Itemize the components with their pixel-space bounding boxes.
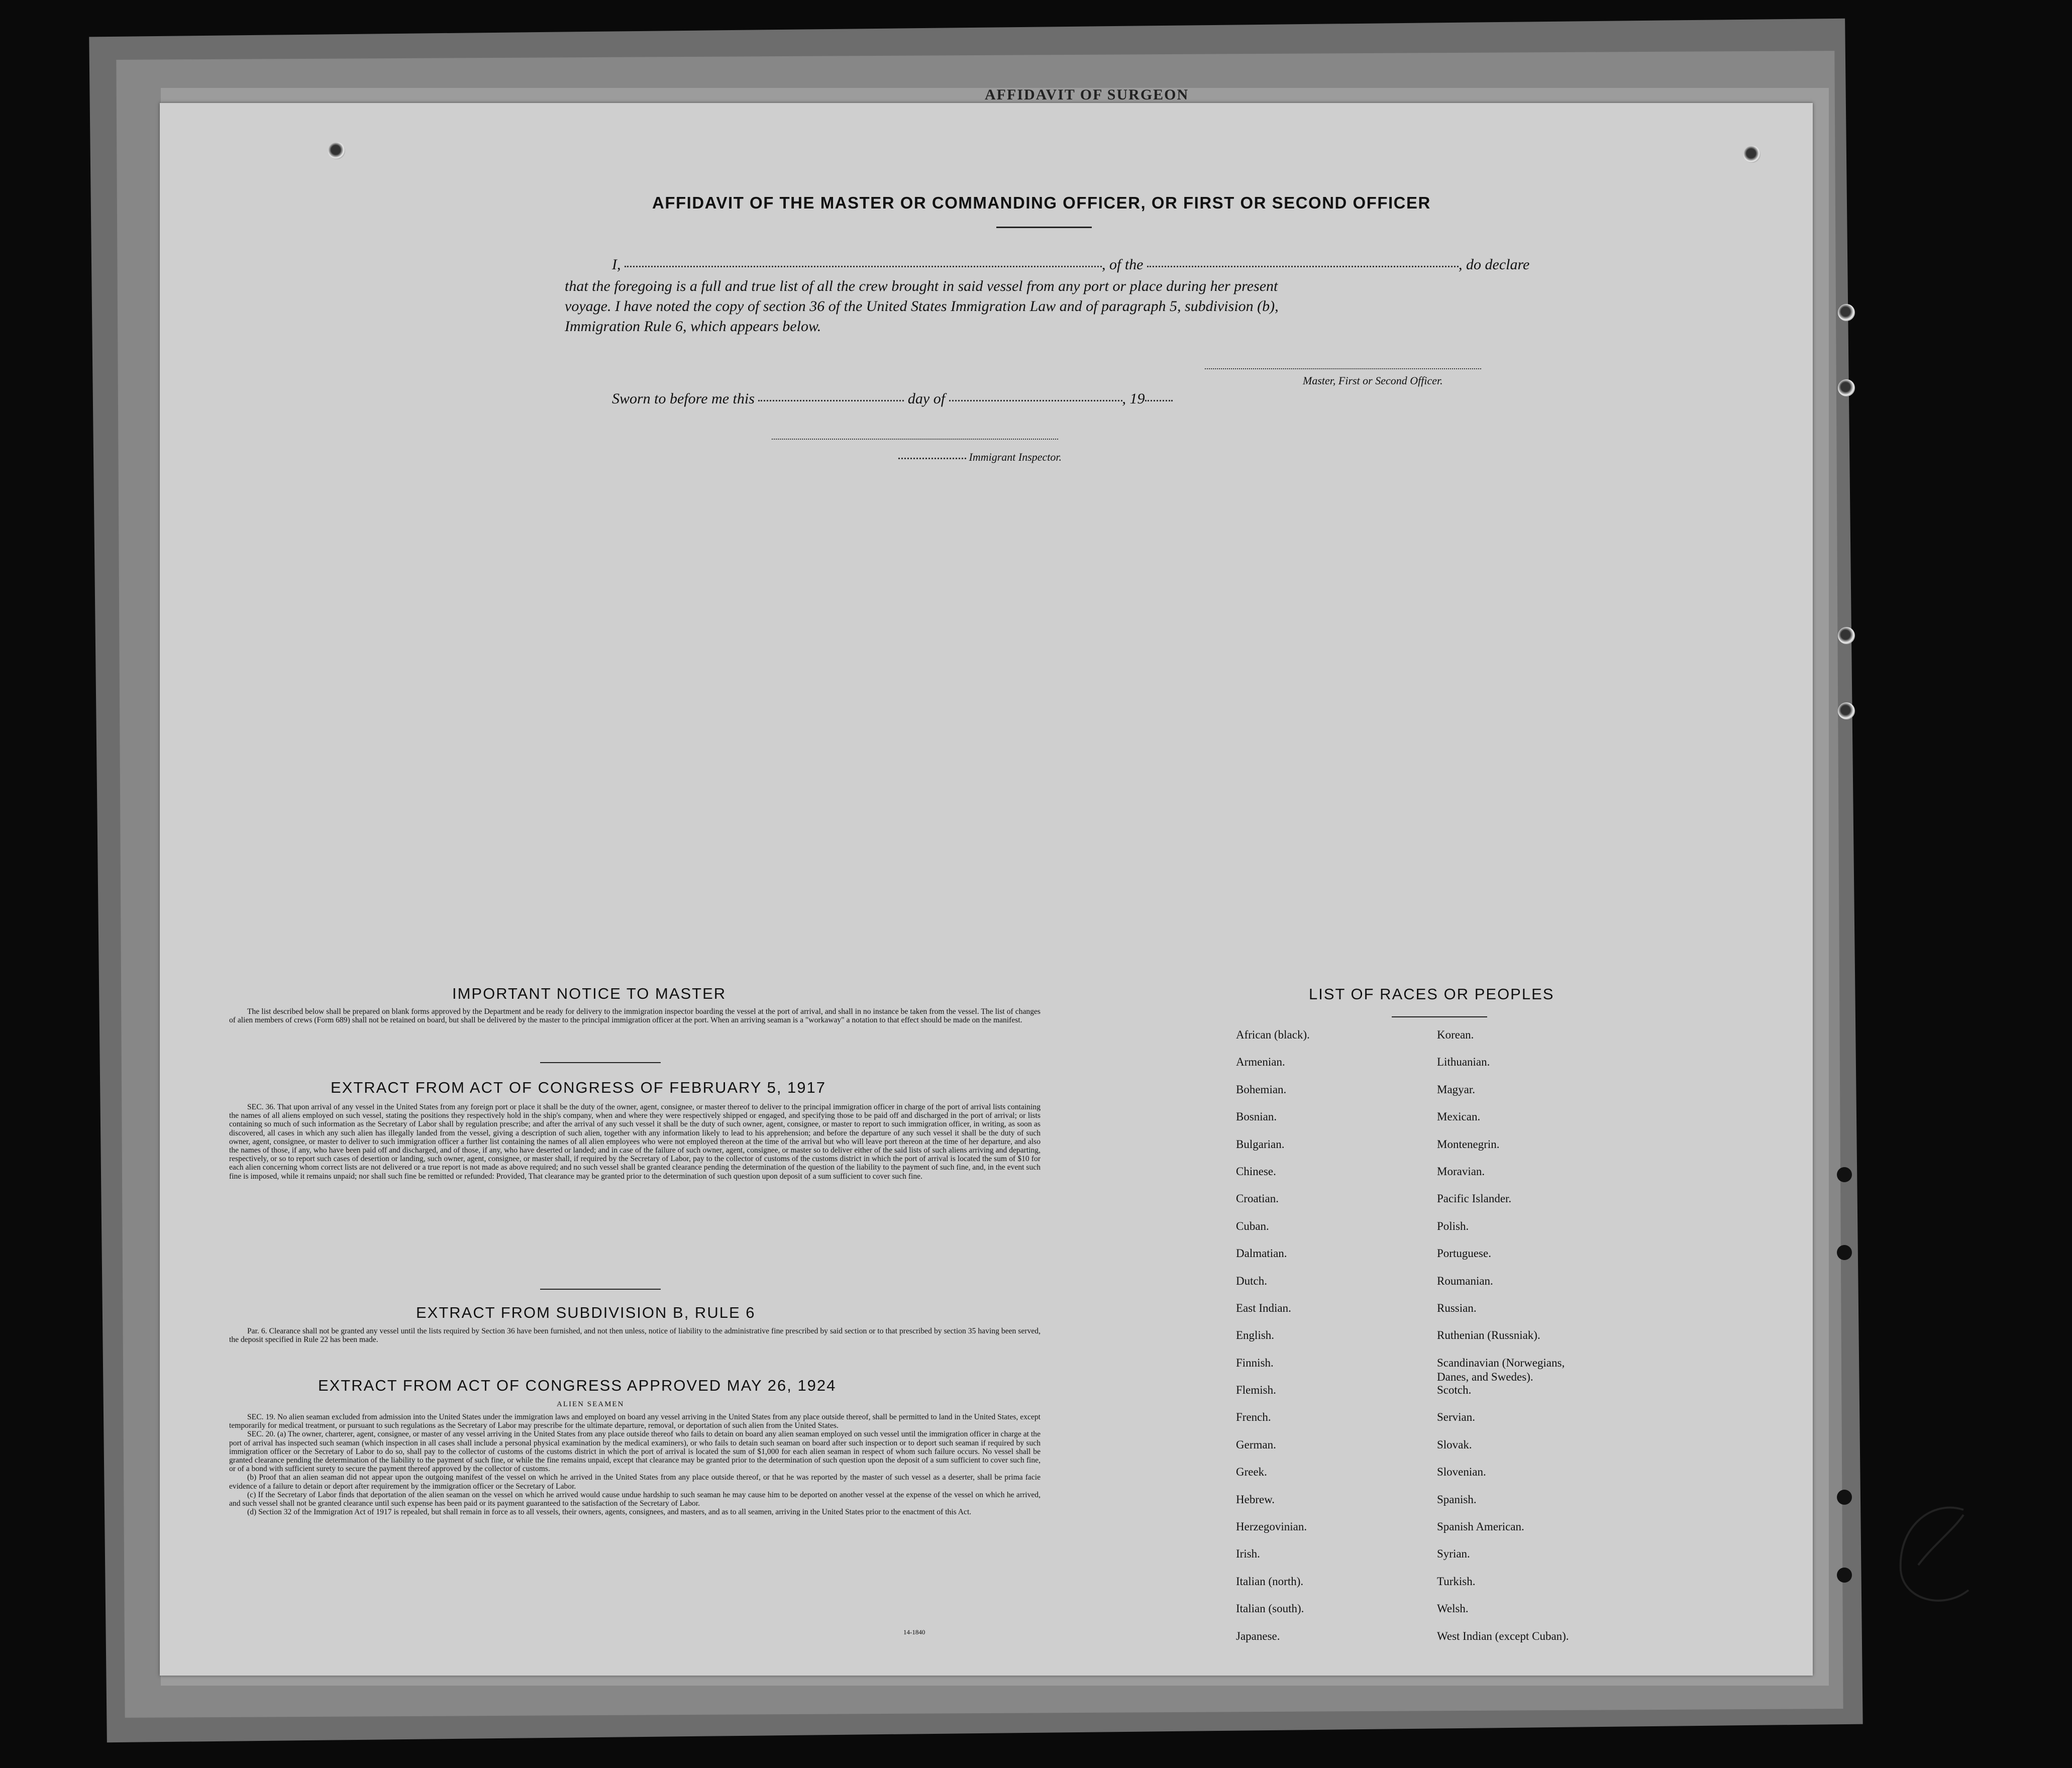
race-item: Scandinavian (Norwegians, Danes, and Swedes). xyxy=(1437,1356,1565,1383)
race-item: Italian (south). xyxy=(1236,1602,1304,1615)
day-of-label: day of xyxy=(907,390,946,407)
extract-1924-title: EXTRACT FROM ACT OF CONGRESS APPROVED MAY 26, 1924 xyxy=(318,1377,837,1394)
divider xyxy=(996,227,1092,228)
year-blank[interactable] xyxy=(1145,399,1173,401)
declaration-end: , do declare xyxy=(1459,256,1530,273)
form-page xyxy=(160,103,1813,1676)
race-item: Finnish. xyxy=(1236,1356,1274,1369)
race-item: Chinese. xyxy=(1236,1165,1276,1178)
race-item: Polish. xyxy=(1437,1219,1469,1232)
extract-1917-body xyxy=(229,1103,1041,1181)
declaration-text: Immigration Rule 6, which appears below. xyxy=(565,318,821,335)
race-item: Japanese. xyxy=(1236,1629,1280,1642)
punch-hole xyxy=(1838,304,1855,321)
punch-hole xyxy=(1838,627,1855,644)
divider xyxy=(540,1289,661,1290)
race-item: Spanish. xyxy=(1437,1493,1477,1506)
race-item: Irish. xyxy=(1236,1547,1260,1561)
races-left-column xyxy=(1236,1028,1310,1656)
declaration-text: voyage. I have noted the copy of section 36 of the United States Immigration Law and of paragraph 5, subdivision (b), xyxy=(565,298,1279,315)
race-item: Russian. xyxy=(1437,1301,1477,1314)
extract-1924-body xyxy=(229,1413,1041,1516)
race-item: Roumanian. xyxy=(1437,1274,1493,1287)
race-item: Portuguese. xyxy=(1437,1247,1491,1260)
race-item: Scotch. xyxy=(1437,1384,1472,1397)
race-item: Slovenian. xyxy=(1437,1466,1486,1479)
affidavit-title: AFFIDAVIT OF THE MASTER OR COMMANDING OFFICER, OR FIRST OR SECOND OFFICER xyxy=(652,193,1431,212)
race-item: English. xyxy=(1236,1329,1275,1342)
race-item: Turkish. xyxy=(1437,1575,1476,1588)
race-item: Moravian. xyxy=(1437,1165,1485,1178)
race-item: Pacific Islander. xyxy=(1437,1192,1512,1205)
punch-hole xyxy=(328,142,345,159)
sworn-line xyxy=(612,390,1173,407)
races-right-column xyxy=(1437,1028,1569,1656)
race-item: Croatian. xyxy=(1236,1192,1279,1205)
declaration-line xyxy=(612,256,1687,273)
section-20a-text: SEC. 20. (a) The owner, charterer, agent, consignee, or master of any vessel arriving in the United States from any place outside thereof who fails to detain on board any alien seaman employed on such vessel until the immigration officer in charge at the port of arrival has inspected such seaman (which inspection in all cases shall include a personal physical examination by the medical examiners), or who fails to detain such seaman on board after such inspection or to deport such seaman if required by such immigration officer or the Secretary of Labor to do so, shall pay to the collector of customs of the customs district in which the port of arrival is located the sum of $1,000 for each alien seaman in respect of whom such failure occurs. No vessel shall be granted clearance pending the determination of the liability to the payment of such fine, or while the fine remains unpaid, except that clearance may be granted prior to the determination of such question upon the deposit of a sum sufficient to cover such fine, or of a bond with sufficient surety to secure the payment thereof approved by the collector of customs. xyxy=(229,1430,1041,1474)
inspector-label xyxy=(898,451,1062,464)
race-item: Hebrew. xyxy=(1236,1493,1275,1506)
extract-rule6-body xyxy=(229,1327,1041,1344)
race-item: Lithuanian. xyxy=(1437,1056,1490,1069)
race-item: Slovak. xyxy=(1437,1438,1472,1451)
race-item: Dalmatian. xyxy=(1236,1247,1287,1260)
race-item: Greek. xyxy=(1236,1466,1267,1479)
race-item: Servian. xyxy=(1437,1411,1476,1424)
race-item: African (black). xyxy=(1236,1028,1310,1041)
section-20d-text: (d) Section 32 of the Immigration Act of 1917 is repealed, but shall remain in force as to all vessels, their owners, agents, consignees, and masters, and as to all seamen, arriving in the United States prior to the enactment of this Act. xyxy=(247,1508,972,1517)
race-item: German. xyxy=(1236,1438,1276,1451)
race-item: Herzegovinian. xyxy=(1236,1520,1307,1533)
month-blank[interactable] xyxy=(949,399,1122,401)
extract-1917-title: EXTRACT FROM ACT OF CONGRESS OF FEBRUARY 5, 1917 xyxy=(331,1079,826,1096)
punch-hole xyxy=(1838,702,1855,719)
punch-hole xyxy=(1837,1167,1852,1182)
section-19-text: SEC. 19. No alien seaman excluded from admission into the United States under the immigration laws and employed on board any vessel arriving in the United States from any place outside thereof, shall be permitted to land in the United States, except temporarily for medical treatment, or pursuant to such regulations as the Secretary of Labor may prescribe for the ultimate departure, removal, or deportation of such alien from the United States. xyxy=(229,1413,1041,1430)
master-signature-label: Master, First or Second Officer. xyxy=(1303,374,1443,387)
alien-seamen-subtitle: ALIEN SEAMEN xyxy=(557,1400,625,1408)
master-signature-line[interactable] xyxy=(1205,368,1481,369)
year-label: , 19 xyxy=(1122,390,1145,407)
inspector-blank[interactable] xyxy=(898,457,966,459)
back-sheet-header: AFFIDAVIT OF SURGEON xyxy=(985,86,1189,103)
race-item: Spanish American. xyxy=(1437,1520,1524,1533)
race-item: Welsh. xyxy=(1437,1602,1469,1615)
section-36-text: SEC. 36. That upon arrival of any vessel in the United States from any foreign port or place it shall be the duty of the owner, agent, consignee, or master thereof to deliver to the principal immigration officer in charge of the port of arrival lists containing the names of all aliens employed on such vessel, stating the positions they respectively hold in the ship's company, when and where they were respectively shipped or engaged, and specifying those to be paid off and discharged in the port of arrival; or lists containing so much of such information as the Secretary of Labor shall by regulation prescribe; and after the arrival of any such vessel it shall be the duty of such owner, agent, consignee, or master to report to such immigration officer, in writing, as soon as discovered, all cases in which any such alien has illegally landed from the vessel, giving a description of such alien, together with any information likely to lead to his apprehension; and before the departure of any such vessel it shall be the duty of such owner, agent, consignee, or master to deliver to such immigration officer a further list containing the names of all alien employees who were not employed thereon at the time of the arrival but who will leave port thereon at the time of her departure, and also the names of those, if any, who have been paid off and discharged, and of those, if any, who have deserted or landed; and in case of the failure of such owner, agent, consignee, or master so to deliver either of the said lists of such aliens arriving and departing, respectively, or so to report such cases of desertion or landing, such owner, agent, consignee, or master shall, if required by the Secretary of Labor, pay to the collector of customs of the customs district in which the port of arrival is located the sum of $10 for each alien concerning whom correct lists are not delivered or a true report is not made as above required; and no such vessel shall be granted clearance pending the determination of the question of the liability to the payment of such fine, and, in the event such fine is imposed, while it remains unpaid; nor shall such fine be remitted or refunded: Provided, That clearance may be granted prior to the determination of such question upon deposit of a sum sufficient to cover such fine. xyxy=(229,1103,1041,1181)
race-item: Italian (north). xyxy=(1236,1575,1304,1588)
day-blank[interactable] xyxy=(758,399,904,401)
declaration-start: I, xyxy=(612,256,621,273)
race-item: Dutch. xyxy=(1236,1274,1267,1287)
notice-paragraph: The list described below shall be prepared on blank forms approved by the Department and be ready for delivery to the immigration inspector boarding the vessel at the port of arrival, and shall in no instance be taken from the vessel. The list of changes of alien members of crews (Form 689) shall not be retained on board, but shall be delivered by the master to the principal immigration officer at the port. When an arriving seaman is a "workaway" a notation to that effect should be made on the manifest. xyxy=(229,1007,1041,1025)
section-20b-text: (b) Proof that an alien seaman did not appear upon the outgoing manifest of the vessel on which he arrived in the United States from any place outside thereof, or that he was reported by the master of such vessel as a deserter, shall be prima facie evidence of a failure to detain or deport after requirement by the immigration officer or the Secretary of Labor. xyxy=(229,1473,1041,1491)
declaration-text: that the foregoing is a full and true list of all the crew brought in said vessel from any port or place during her present xyxy=(565,278,1278,294)
notice-title: IMPORTANT NOTICE TO MASTER xyxy=(452,985,727,1002)
race-item: East Indian. xyxy=(1236,1301,1291,1314)
notice-body xyxy=(229,1007,1041,1024)
punch-hole xyxy=(1837,1245,1852,1260)
punch-hole xyxy=(1837,1490,1852,1505)
race-item: Bosnian. xyxy=(1236,1110,1277,1123)
inspector-signature-line[interactable] xyxy=(772,439,1058,440)
race-item: Mexican. xyxy=(1437,1110,1481,1123)
extract-rule6-title: EXTRACT FROM SUBDIVISION B, RULE 6 xyxy=(416,1304,756,1321)
race-item: Montenegrin. xyxy=(1437,1137,1500,1151)
declaration-of-the: , of the xyxy=(1102,256,1144,273)
race-item: Magyar. xyxy=(1437,1083,1476,1096)
inspector-label-text: Immigrant Inspector. xyxy=(969,451,1062,463)
race-item: Bohemian. xyxy=(1236,1083,1287,1096)
race-item: Syrian. xyxy=(1437,1547,1470,1561)
race-item: Armenian. xyxy=(1236,1056,1285,1069)
race-item: Flemish. xyxy=(1236,1384,1276,1397)
par-6-text: Par. 6. Clearance shall not be granted any vessel until the lists required by Section 36 have been furnished, and not then unless, notice of liability to the administrative fine prescribed by said section or to that prescribed by section 35 having been served, the deposit specified in Rule 22 has been made. xyxy=(229,1327,1041,1344)
punch-hole xyxy=(1837,1568,1852,1583)
race-item: Ruthenian (Russniak). xyxy=(1437,1329,1540,1342)
divider xyxy=(540,1062,661,1063)
section-20c-text: (c) If the Secretary of Labor finds that deportation of the alien seaman on the vessel on which he arrived would cause undue hardship to such seaman he may cause him to be deported on another vessel at the expense of the vessel on which he arrived, and such vessel shall not be granted clearance until such expense has been paid or its payment guaranteed to the satisfaction of the Secretary of Labor. xyxy=(229,1490,1041,1508)
races-title: LIST OF RACES OR PEOPLES xyxy=(1309,985,1555,1003)
race-item: Cuban. xyxy=(1236,1219,1269,1232)
race-item: French. xyxy=(1236,1411,1271,1424)
race-item: West Indian (except Cuban). xyxy=(1437,1629,1569,1642)
hand-drawn-circle-mark xyxy=(1888,1495,1974,1620)
race-item: Korean. xyxy=(1437,1028,1474,1041)
race-item: Bulgarian. xyxy=(1236,1137,1285,1151)
punch-hole xyxy=(1838,379,1855,396)
form-number: 14-1840 xyxy=(903,1628,925,1636)
name-blank[interactable] xyxy=(625,265,1102,267)
divider xyxy=(1392,1016,1487,1017)
punch-hole xyxy=(1743,146,1760,163)
vessel-blank[interactable] xyxy=(1147,265,1459,267)
sworn-label: Sworn to before me this xyxy=(612,390,755,407)
